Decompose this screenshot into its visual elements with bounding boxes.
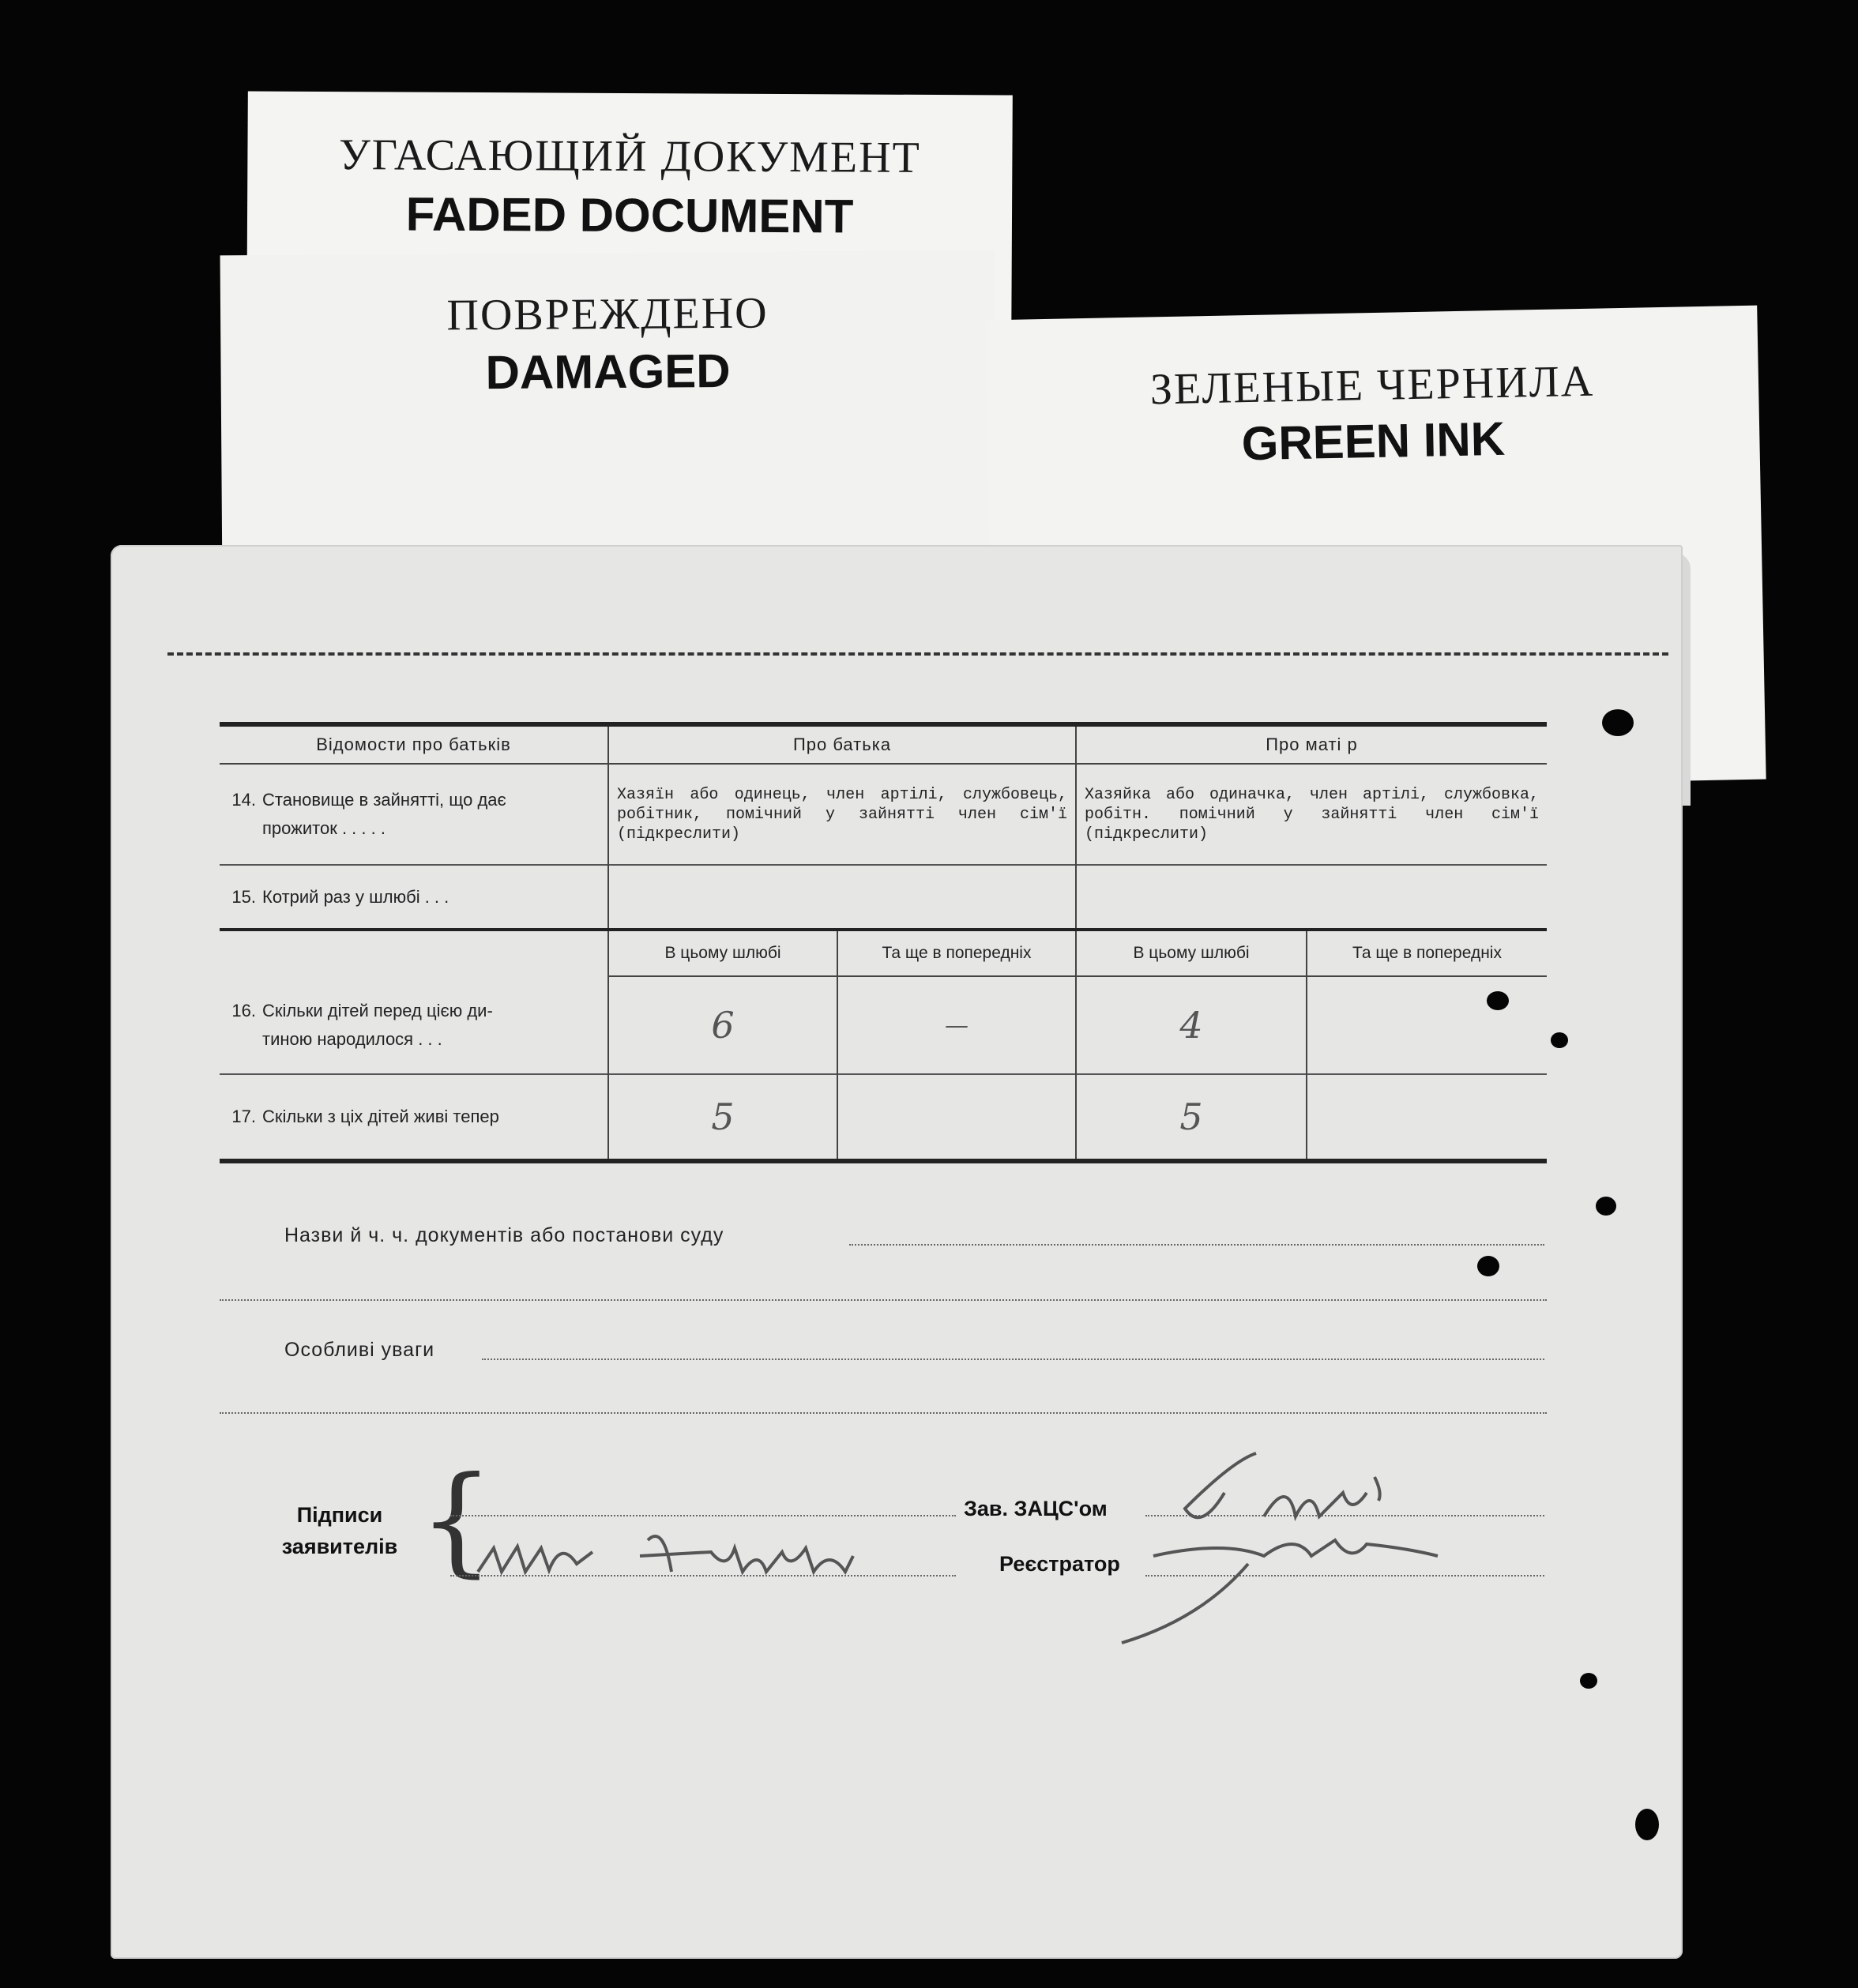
row17-father-prev-cell [837, 1074, 1076, 1161]
notes-field-line [482, 1359, 1544, 1360]
row16-father-prev-value: — [837, 976, 1076, 1074]
damage-hole [1602, 709, 1634, 736]
row14-mother-options: Хазяйка або одиначка, член артілі, службовка, робітн. помічний у зайнятті член сім'ї (підкреслити) [1076, 764, 1547, 865]
official-signature-scribble [1106, 1445, 1469, 1659]
damage-hole [1580, 1673, 1597, 1689]
row16-label [220, 976, 608, 1074]
row15-label-text: Котрий раз у шлюбі . . . [262, 886, 449, 907]
damage-hole [1477, 1256, 1499, 1276]
row14-father-options: Хазяїн або одинець, член артілі, службовець, робітник, помічний у зайнятті член сім'ї (підкреслити) [608, 764, 1076, 865]
damage-hole [1596, 1197, 1616, 1216]
notes-field-line-2 [220, 1412, 1547, 1414]
table-header-row [220, 724, 1547, 764]
damage-hole [1487, 991, 1509, 1010]
row17-father-this-value: 5 [608, 1074, 837, 1161]
notes-field-label: Особливі уваги [284, 1339, 435, 1361]
row16-number: 16. [231, 1000, 256, 1020]
parents-info-table [220, 722, 1547, 1163]
subheader-empty [220, 930, 608, 976]
faded-tag-ru: УГАСАЮЩИЙ ДОКУМЕНТ [338, 130, 921, 182]
row17-mother-prev-cell [1307, 1074, 1547, 1161]
subheader-mother-previous: Та ще в попередніх [1307, 930, 1547, 976]
row15-mother-cell [1076, 865, 1547, 930]
applicants-signatures-label [261, 1499, 419, 1562]
row16-label-line1: Скільки дітей перед цією ди- [262, 1000, 493, 1020]
head-zags-label: Зав. ЗАЦС'ом [964, 1497, 1108, 1520]
applicant-signature-scribble [474, 1516, 964, 1588]
header-mother: Про маті р [1076, 724, 1547, 764]
faded-tag-en: FADED DOCUMENT [405, 187, 854, 243]
damaged-tag [220, 250, 997, 588]
row17-number: 17. [231, 1107, 256, 1126]
children-subheader-row [220, 930, 1547, 976]
table-row-14 [220, 764, 1547, 865]
table-row-17 [220, 1074, 1547, 1161]
row14-number: 14. [231, 790, 256, 810]
documents-field-label: Назви й ч. ч. документів або постанови суду [284, 1224, 724, 1246]
green-tag-en: GREEN INK [1241, 412, 1506, 471]
damage-hole [1635, 1809, 1659, 1840]
row15-label [220, 865, 608, 930]
applicants-label-line1: Підписи [296, 1503, 383, 1527]
official-signatures [1106, 1445, 1469, 1662]
row16-label-line2: тиною народилося . . . [262, 1028, 442, 1049]
damage-hole [1551, 1032, 1568, 1048]
row17-label-text: Скільки з ціх дітей живі тепер [262, 1107, 499, 1126]
row16-mother-this-value: 4 [1076, 976, 1307, 1074]
row15-father-cell [608, 865, 1076, 930]
row17-label [220, 1074, 608, 1161]
applicants-label-line2: заявителів [281, 1535, 398, 1558]
subheader-father-previous: Та ще в попередніх [837, 930, 1076, 976]
row17-mother-this-value: 5 [1076, 1074, 1307, 1161]
perforation-line [167, 652, 1668, 656]
subheader-mother-this-marriage: В цьому шлюбі [1076, 930, 1307, 976]
row16-father-this-value: 6 [608, 976, 837, 1074]
applicant-signature [474, 1516, 964, 1601]
row14-label [220, 764, 608, 865]
registrar-label: Реєстратор [999, 1552, 1120, 1576]
header-father: Про батька [608, 724, 1076, 764]
subheader-father-this-marriage: В цьому шлюбі [608, 930, 837, 976]
damaged-tag-en: DAMAGED [485, 344, 731, 400]
green-tag-ru: ЗЕЛЕНЫЕ ЧЕРНИЛА [1149, 356, 1595, 415]
table-row-15 [220, 865, 1547, 930]
row16-mother-prev-cell [1307, 976, 1547, 1074]
header-parents-info: Відомости про батьків [220, 724, 608, 764]
table-row-16 [220, 976, 1547, 1074]
documents-field-line [849, 1244, 1544, 1246]
signature-brace: { [419, 1452, 495, 1589]
damaged-tag-ru: ПОВРЕЖДЕНО [446, 288, 769, 340]
row14-label-line1: Становище в зайнятті, що дає [262, 790, 506, 810]
row14-label-line2: прожиток . . . . . [262, 818, 386, 838]
documents-field-line-2 [220, 1299, 1547, 1301]
row15-number: 15. [231, 886, 256, 907]
